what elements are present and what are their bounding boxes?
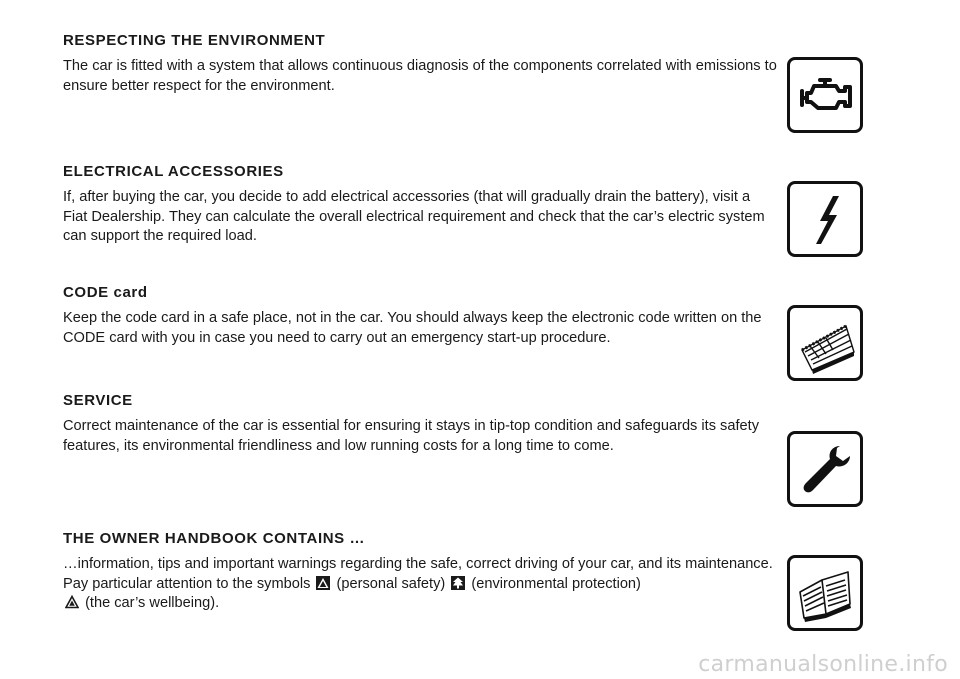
section-body <box>63 555 778 614</box>
section-respecting-environment <box>63 32 778 96</box>
handbook-text-3: (environmental protection) <box>471 575 641 592</box>
engine-icon <box>787 57 863 133</box>
handbook-text-2: (personal safety) <box>336 575 446 592</box>
section-owner-handbook <box>63 530 778 614</box>
section-heading: SERVICE <box>63 392 133 409</box>
section-heading: ELECTRICAL ACCESSORIES <box>63 163 284 180</box>
section-heading: RESPECTING THE ENVIRONMENT <box>63 32 326 49</box>
handbook-text-4: (the car’s wellbeing). <box>85 595 220 611</box>
section-heading: CODE card <box>63 284 148 301</box>
section-body: Keep the code card in a safe place, not in the car. You should always keep the electronic code written on the CODE card with you in case you need to carry out an emergency start-up procedure. <box>63 310 762 346</box>
section-electrical-accessories <box>63 163 778 247</box>
watermark-text: carmanualsonline.info <box>698 652 948 677</box>
personal-safety-icon <box>316 576 330 590</box>
section-service <box>63 392 778 456</box>
environmental-protection-icon <box>451 576 465 590</box>
section-body: Correct maintenance of the car is essential for ensuring it stays in tip-top condition and safeguards its safety features, its environmental friendliness and low running costs for a long time to come. <box>63 418 759 454</box>
handbook-text-1: …information, tips and important warnings regarding the safe, correct driving of your car, and its maintenance. Pay particular attention to the symbols <box>63 556 773 592</box>
section-body: If, after buying the car, you decide to add electrical accessories (that will gradually drain the battery), visit a Fiat Dealership. They can calculate the overall electrical requirement and check that the car’s electric system can support the required load. <box>63 189 765 244</box>
code-card-icon <box>787 305 863 381</box>
section-heading: THE OWNER HANDBOOK CONTAINS … <box>63 530 366 547</box>
handbook-icon <box>787 555 863 631</box>
car-wellbeing-icon <box>65 595 79 609</box>
section-body: The car is fitted with a system that allows continuous diagnosis of the components correlated with emissions to ensure better respect for the environment. <box>63 58 777 94</box>
section-code-card <box>63 284 778 348</box>
wrench-icon <box>787 431 863 507</box>
lightning-icon <box>787 181 863 257</box>
